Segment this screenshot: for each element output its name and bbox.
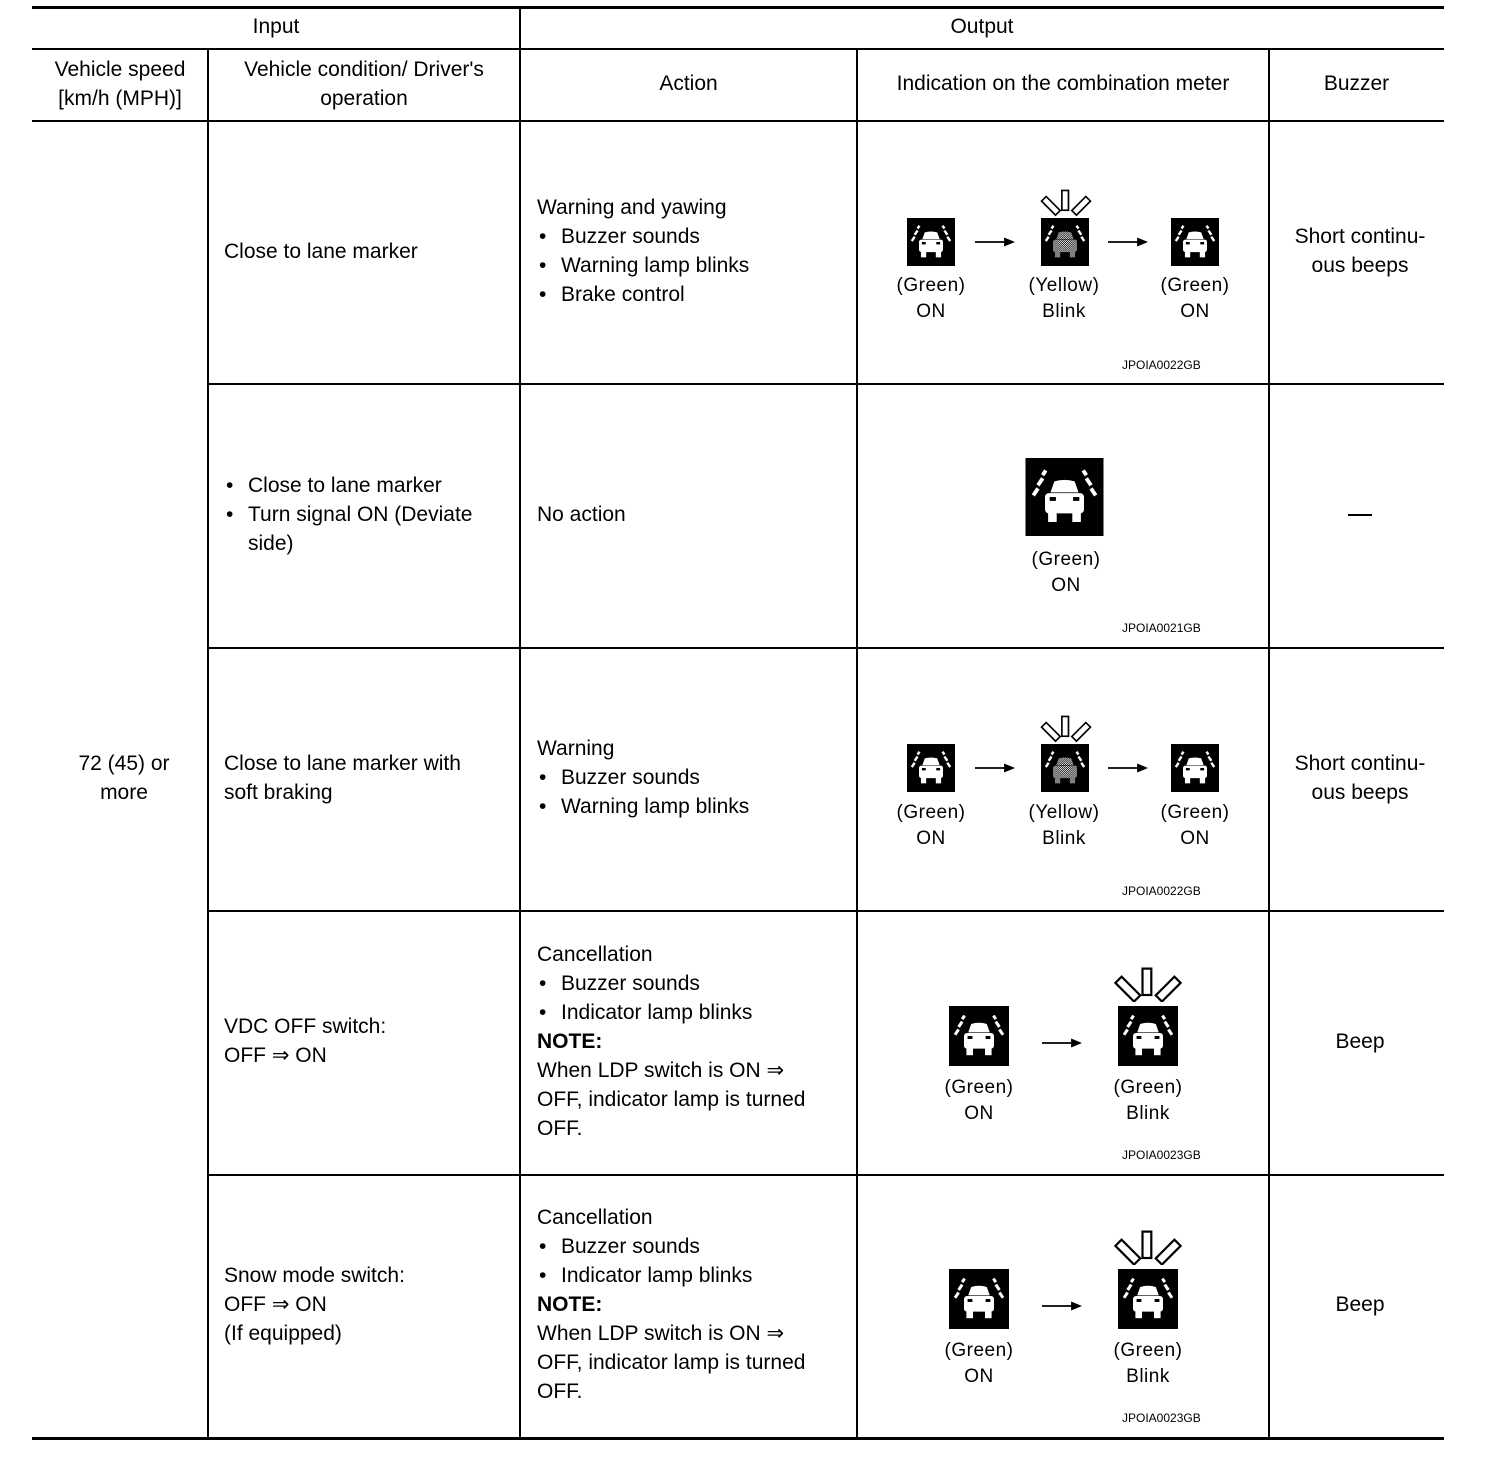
condition-line: VDC OFF switch:	[224, 1015, 387, 1038]
row3-condition	[224, 749, 461, 807]
action-bullet: • Warning lamp blinks	[537, 251, 749, 280]
buzzer-line: ous beeps	[1311, 781, 1409, 804]
note-line: OFF.	[537, 1117, 583, 1140]
lane-departure-lamp-icon	[1166, 218, 1224, 266]
speed-line: more	[100, 781, 148, 804]
blink-rays-icon	[1104, 966, 1192, 1002]
right-arrow-icon	[1108, 762, 1148, 774]
row5-action	[537, 1203, 805, 1406]
row4-buzzer: Beep	[1335, 1030, 1385, 1053]
note-label: NOTE:	[537, 1030, 603, 1053]
blink-rays-icon	[1033, 713, 1099, 743]
lamp-label	[881, 800, 981, 852]
header-action: Action	[659, 72, 718, 95]
lamp-label-line: ON	[916, 301, 946, 322]
lamp-label-line: (Green)	[896, 275, 966, 296]
lane-departure-lamp-icon	[941, 1269, 1017, 1329]
header-vehicle-condition	[208, 55, 520, 113]
lamp-label-line: (Green)	[896, 802, 966, 823]
lamp-label-line: (Green)	[1113, 1077, 1183, 1098]
lane-departure-lamp-blink-icon	[1110, 1269, 1186, 1329]
lamp-label-line: Blink	[1042, 301, 1086, 322]
condition-line: OFF ⇒ ON	[224, 1044, 327, 1067]
note-line: OFF.	[537, 1380, 583, 1403]
header-vehicle-condition-line: operation	[320, 87, 408, 110]
lamp-label-line: ON	[916, 828, 946, 849]
figure-code: JPOIA0023GB	[1122, 1411, 1201, 1425]
lane-departure-lamp-icon	[902, 218, 960, 266]
lamp-label	[929, 1338, 1029, 1390]
header-vehicle-speed-line: [km/h (MPH)]	[58, 87, 182, 110]
row3-buzzer	[1269, 749, 1451, 807]
header-vehicle-speed	[32, 55, 208, 113]
action-title: Warning	[537, 737, 615, 760]
col-divider-action	[856, 48, 858, 1438]
lane-departure-lamp-blink-icon	[1110, 1006, 1186, 1066]
header-vehicle-condition-line: Vehicle condition/ Driver's	[244, 58, 484, 81]
lamp-label	[1145, 800, 1245, 852]
action-bullet: • Buzzer sounds	[537, 763, 749, 792]
lamp-label	[881, 273, 981, 325]
lane-departure-lamp-yellow-icon	[1036, 744, 1094, 792]
buzzer-line: Short continu-	[1294, 752, 1426, 775]
condition-line: soft braking	[224, 781, 333, 804]
action-bullet: • Indicator lamp blinks	[537, 1261, 805, 1290]
lamp-label	[1098, 1075, 1198, 1127]
figure-code: JPOIA0022GB	[1122, 358, 1201, 372]
lamp-label-line: Blink	[1042, 828, 1086, 849]
lamp-label-line: (Green)	[944, 1077, 1014, 1098]
row3-action	[537, 734, 749, 821]
lamp-label-line: (Green)	[1113, 1340, 1183, 1361]
lamp-label-line: (Green)	[1160, 275, 1230, 296]
note-line: When LDP switch is ON ⇒	[537, 1059, 785, 1082]
lamp-label-line: ON	[1180, 828, 1210, 849]
lamp-label	[929, 1075, 1029, 1127]
figure-code: JPOIA0022GB	[1122, 884, 1201, 898]
lane-departure-lamp-icon	[941, 1006, 1017, 1066]
blink-rays-icon	[1033, 187, 1099, 217]
action-bullet: • Buzzer sounds	[537, 1232, 805, 1261]
condition-line: Close to lane marker with	[224, 752, 461, 775]
buzzer-line: Short continu-	[1294, 225, 1426, 248]
action-title: Cancellation	[537, 1206, 653, 1229]
figure-code: JPOIA0021GB	[1122, 621, 1201, 635]
action-bullet: • Indicator lamp blinks	[537, 998, 805, 1027]
speed-cell	[32, 749, 216, 807]
condition-continuation: side)	[248, 532, 294, 555]
header-input: Input	[252, 15, 300, 38]
lane-departure-lamp-icon	[1166, 744, 1224, 792]
note-line: OFF, indicator lamp is turned	[537, 1351, 806, 1374]
table-bottom-border	[32, 1437, 1444, 1440]
lamp-label	[1098, 1338, 1198, 1390]
action-bullet: • Buzzer sounds	[537, 969, 805, 998]
note-line: OFF, indicator lamp is turned	[537, 1088, 806, 1111]
row-divider-1	[207, 383, 1444, 385]
right-arrow-icon	[975, 762, 1015, 774]
row4-action	[537, 940, 805, 1143]
lamp-label	[1014, 800, 1114, 852]
note-label: NOTE:	[537, 1293, 603, 1316]
row4-condition	[224, 1012, 386, 1070]
lamp-label-line: (Green)	[1031, 549, 1101, 570]
lamp-label-line: ON	[1051, 575, 1081, 596]
header-indication: Indication on the combination meter	[896, 72, 1230, 95]
lamp-label-line: (Green)	[944, 1340, 1014, 1361]
lamp-label-line: (Green)	[1160, 802, 1230, 823]
lane-departure-lamp-icon	[1016, 458, 1113, 536]
action-bullet: • Warning lamp blinks	[537, 792, 749, 821]
blink-rays-icon	[1104, 1229, 1192, 1265]
lane-departure-lamp-icon	[902, 744, 960, 792]
condition-line: Snow mode switch:	[224, 1264, 405, 1287]
row2-action: No action	[537, 503, 626, 526]
row-divider-3	[207, 910, 1444, 912]
action-title: Warning and yawing	[537, 196, 727, 219]
right-arrow-icon	[1042, 1300, 1082, 1312]
header-divider-1	[32, 48, 1444, 50]
no-buzzer-dash	[1348, 514, 1372, 516]
lamp-label-line: (Yellow)	[1028, 802, 1100, 823]
lane-departure-lamp-yellow-icon	[1036, 218, 1094, 266]
right-arrow-icon	[975, 236, 1015, 248]
figure-code: JPOIA0023GB	[1122, 1148, 1201, 1162]
lamp-label	[1145, 273, 1245, 325]
buzzer-line: ous beeps	[1311, 254, 1409, 277]
lamp-label	[1016, 547, 1116, 599]
lamp-label-line: Blink	[1126, 1366, 1170, 1387]
col-divider-speed	[207, 48, 209, 1438]
row1-action	[537, 193, 749, 309]
right-arrow-icon	[1108, 236, 1148, 248]
condition-line: OFF ⇒ ON	[224, 1293, 327, 1316]
table-top-border	[32, 6, 1444, 9]
row2-condition	[224, 471, 472, 558]
row5-condition	[224, 1261, 405, 1348]
action-bullet: • Brake control	[537, 280, 749, 309]
action-title: Cancellation	[537, 943, 653, 966]
row-divider-4	[207, 1174, 1444, 1176]
condition-bullet: • Turn signal ON (Deviate	[224, 500, 472, 529]
lamp-label-line: ON	[964, 1103, 994, 1124]
row1-buzzer	[1269, 222, 1451, 280]
condition-line: (If equipped)	[224, 1322, 342, 1345]
header-buzzer: Buzzer	[1323, 72, 1390, 95]
row5-buzzer: Beep	[1335, 1293, 1385, 1316]
speed-line: 72 (45) or	[78, 752, 170, 775]
lamp-label-line: ON	[1180, 301, 1210, 322]
lamp-label-line: Blink	[1126, 1103, 1170, 1124]
right-arrow-icon	[1042, 1037, 1082, 1049]
header-vehicle-speed-line: Vehicle speed	[54, 58, 186, 81]
action-bullet: • Buzzer sounds	[537, 222, 749, 251]
lamp-label	[1014, 273, 1114, 325]
col-divider-input-output	[519, 6, 521, 1438]
row-divider-2	[207, 647, 1444, 649]
lamp-label-line: ON	[964, 1366, 994, 1387]
row1-condition: Close to lane marker	[224, 240, 418, 263]
note-line: When LDP switch is ON ⇒	[537, 1322, 785, 1345]
condition-bullet: • Close to lane marker	[224, 471, 472, 500]
lamp-label-line: (Yellow)	[1028, 275, 1100, 296]
header-output: Output	[950, 15, 1014, 38]
header-divider-2	[32, 120, 1444, 122]
